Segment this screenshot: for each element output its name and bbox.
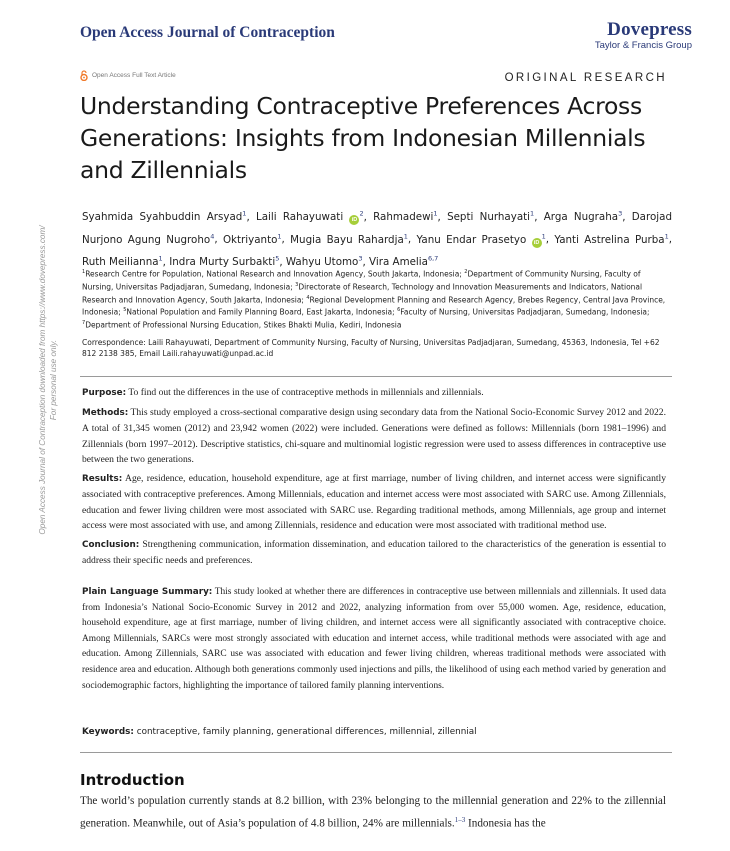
orcid-icon[interactable]: iD (532, 238, 542, 248)
abstract (82, 385, 666, 572)
author-affiliation-link[interactable]: 1 (242, 210, 247, 218)
author-affiliation-link[interactable]: 3 (358, 254, 363, 263)
download-sidebar (34, 205, 62, 555)
publisher-name: Dovepress (607, 19, 692, 40)
intro-text-start: The world’s population currently stands at 8.2 billion, with 23% belonging to the millennial generation and 22% to the zillennial generation. Meanwhile, out of Asia’s population of 4.8 billion, 24% are millennials. (80, 795, 666, 830)
intro-text-end: Indonesia has the (465, 817, 546, 830)
keywords-text: contraceptive, family planning, generational differences, millennial, zillennial (133, 727, 477, 737)
article-type: ORIGINAL RESEARCH (504, 72, 667, 84)
affiliation-text: Department of Community Nursing, Faculty of Nursing, Universitas Padjadjaran, Sumedang, Indonesia; (82, 269, 641, 292)
author-affiliation-link[interactable]: 4 (210, 232, 215, 241)
sidebar-line-2: For personal use only. (49, 339, 58, 421)
publisher-logo (595, 20, 692, 52)
author-affiliation-link[interactable]: 2 (359, 210, 364, 218)
author-list: Syahmida Syahbuddin Arsyad$^1$, Laili Rahayuwati $iD^2$, Rahmadewi$^1$, Septi Nurhayati$^1$, Arga Nugraha$^3$, Darojad Nurjono Agung Nugroho$^4$, Oktriyanto$^1$, Mugia Bayu Rahardja$^1$, Yanu Endar Prasetyo $iD^1$, Yanti Astrelina Purba$^1$, Ruth Meilianna$^1$, Indra Murty Surbakti$^5$, Wahyu Utomo$^3$, Vira Amelia$^{6,7}$ (82, 210, 673, 269)
abstract-results-label: Results: (82, 473, 123, 484)
open-access-badge (80, 70, 176, 81)
author-affiliation-link[interactable]: 1 (158, 254, 163, 263)
author-name-text: Yanti Astrelina Purba (554, 233, 665, 246)
divider-bottom (80, 752, 672, 753)
affiliation-number: 1 (82, 269, 86, 275)
keywords-label: Keywords: (82, 727, 134, 737)
author-name (417, 234, 546, 246)
author-name (544, 211, 622, 223)
divider-top (80, 376, 672, 377)
affiliation-number: 7 (82, 320, 86, 327)
introduction-heading: Introduction (80, 771, 185, 789)
author-name-text: Syahmida Syahbuddin Arsyad (82, 211, 243, 224)
affiliation-number: 2 (464, 269, 468, 275)
open-access-label: Open Access Full Text Article (92, 72, 176, 79)
author-affiliation-link[interactable]: 1 (403, 232, 408, 241)
author-affiliation-link[interactable]: 1 (433, 210, 438, 218)
affiliation-text: National Population and Family Planning Board, East Jakarta, Indonesia; (126, 307, 398, 317)
author-affiliation-link[interactable]: 3 (618, 210, 623, 218)
author-name-text: Oktriyanto (222, 233, 278, 246)
affiliation-text: Regional Development Planning and Research Agency, Brebes Regency, Central Java Province, Indonesia; (82, 295, 666, 317)
orcid-icon[interactable]: iD (349, 215, 359, 225)
affiliations (82, 267, 672, 331)
author-name-text: Septi Nurhayati (447, 211, 531, 224)
introduction-text (80, 792, 666, 834)
author-affiliation-link[interactable]: 1 (277, 232, 282, 241)
intro-citation-link[interactable]: 1–3 (454, 816, 466, 824)
author-name (223, 234, 282, 246)
author-name (82, 211, 246, 223)
author-name-text: Laili Rahayuwati (255, 211, 344, 224)
author-name-text: Indra Murty Surbakti (169, 256, 276, 269)
publisher-subtitle: Taylor & Francis Group (594, 40, 692, 51)
author-name-text: Mugia Bayu Rahardja (290, 233, 404, 246)
affiliation-text: Department of Professional Nursing Education, Stikes Bhakti Mulia, Kediri, Indonesia (85, 320, 402, 330)
article-title: Understanding Contraceptive Preferences Across Generations: Insights from Indonesian Millennials and Zillennials (80, 92, 646, 184)
open-access-lock-icon (80, 70, 88, 81)
abstract-purpose (82, 385, 666, 402)
abstract-results-text: Age, residence, education, household expenditure, age at first marriage, number of living children, and internet access were significantly associated with contraceptive preferences. Among Millennials, education and internet access were most associated with SARC use. Among Zillennials, education and fewer living children were most associated with SARC use. Regarding traditional methods, among Millennials, age group and internet access were most associated with use, and among Zillennials, residence and education were most associated with traditional method use. (82, 472, 666, 531)
author-name-text: Vira Amelia (369, 256, 428, 269)
author-affiliation-link[interactable]: 1 (664, 232, 669, 241)
affiliation-number: 4 (306, 294, 310, 301)
abstract-conclusion-text: Strengthening communication, information dissemination, and education tailored to the characteristics of the generation is essential to address their specific needs and preferences. (82, 538, 666, 566)
author-affiliation-link[interactable]: 6,7 (427, 254, 439, 263)
affiliation-text: Directorate of Research, Technology and Innovation Measurements and Indicators, National Research and Innovation Agency, South Jakarta, Indonesia; (82, 282, 643, 305)
journal-name: Open Access Journal of Contraception (80, 24, 335, 41)
abstract-purpose-label: Purpose: (82, 388, 127, 398)
abstract-purpose-text: To find out the differences in the use of contraceptive methods in millennials and zillennials. (126, 387, 484, 398)
abstract-methods (82, 405, 666, 468)
abstract-methods-text: This study employed a cross-sectional comparative design using secondary data from the National Socio-Economic Survey 2012 and 2022. A total of 31,345 women (2012) and 23,942 women (2022) were included. Generations were defined as follows: Millennials (born 1981–1996) and Zillennials (born 1997–2012). Descriptive statistics, chi-square and multinomial logistic regression were used to assess differences in contraceptive use between the two generations. (82, 406, 666, 465)
sidebar-line-1: Open Access Journal of Contraception downloaded from https://www.dovepress.com/ (38, 225, 47, 535)
author-affiliation-link[interactable]: 1 (530, 210, 535, 218)
author-name-text: Yanu Endar Prasetyo (416, 233, 527, 246)
abstract-conclusion (82, 537, 666, 569)
author-name-text: Wahyu Utomo (285, 256, 359, 269)
author-name (290, 234, 408, 246)
plain-language-summary (82, 585, 666, 694)
author-name (373, 211, 437, 223)
author-name (554, 234, 668, 246)
affiliation-text: Research Centre for Population, National Research and Innovation Agency, South Jakarta, Indonesia; (85, 269, 465, 279)
author-affiliation-link[interactable]: 1 (541, 232, 546, 241)
affiliation-text: Faculty of Nursing, Universitas Padjadjaran, Sumedang, Indonesia; (400, 307, 650, 317)
affiliation-number: 5 (123, 307, 127, 314)
author-name-text: Ruth Meilianna (82, 256, 159, 269)
pls-label: Plain Language Summary: (82, 587, 213, 597)
author-affiliation-link[interactable]: 5 (275, 254, 280, 263)
pls-text: This study looked at whether there are differences in contraceptive use between millennials and zillennials. It used data from Indonesia’s National Socio-Economic Survey in 2012 and 2022, analyzing information from over 55,000 women. Age, residence, education, household expenditure, age at first marriage, number of living children, and internet access were all significantly associated with contraceptive choice. Among Millennials, SARCs were most strongly associated with education and internet access, while traditional methods were associated with age and education. Among Zillennials, SARC use was associated with education and fewer living children, whereas traditional methods were associated with residence area and education. Although both generations commonly used injections and pills, the likelihood of using each method varied by generation and sociodemographic factors, highlighting the importance of tailored family planning interventions. (82, 587, 666, 691)
author-name (256, 211, 364, 223)
correspondence: Correspondence: Laili Rahayuwati, Department of Community Nursing, Faculty of Nursing, Universitas Padjadjaran, Sumedang, 45363, Indonesia, Tel +62 812 2138 385, Email Laili.rahayuwati@unpad.ac.id (82, 338, 660, 359)
abstract-results (82, 471, 666, 534)
abstract-conclusion-label: Conclusion: (82, 539, 140, 550)
affiliation-number: 6 (397, 307, 401, 314)
abstract-methods-label: Methods: (82, 407, 129, 418)
author-name-text: Darojad Nurjono Agung Nugroho (82, 211, 672, 246)
keywords (82, 727, 666, 737)
author-name (447, 211, 534, 223)
affiliation-number: 3 (295, 281, 299, 288)
author-name-text: Rahmadewi (373, 211, 434, 224)
sidebar-note (37, 225, 59, 534)
author-name-text: Arga Nugraha (543, 211, 619, 224)
